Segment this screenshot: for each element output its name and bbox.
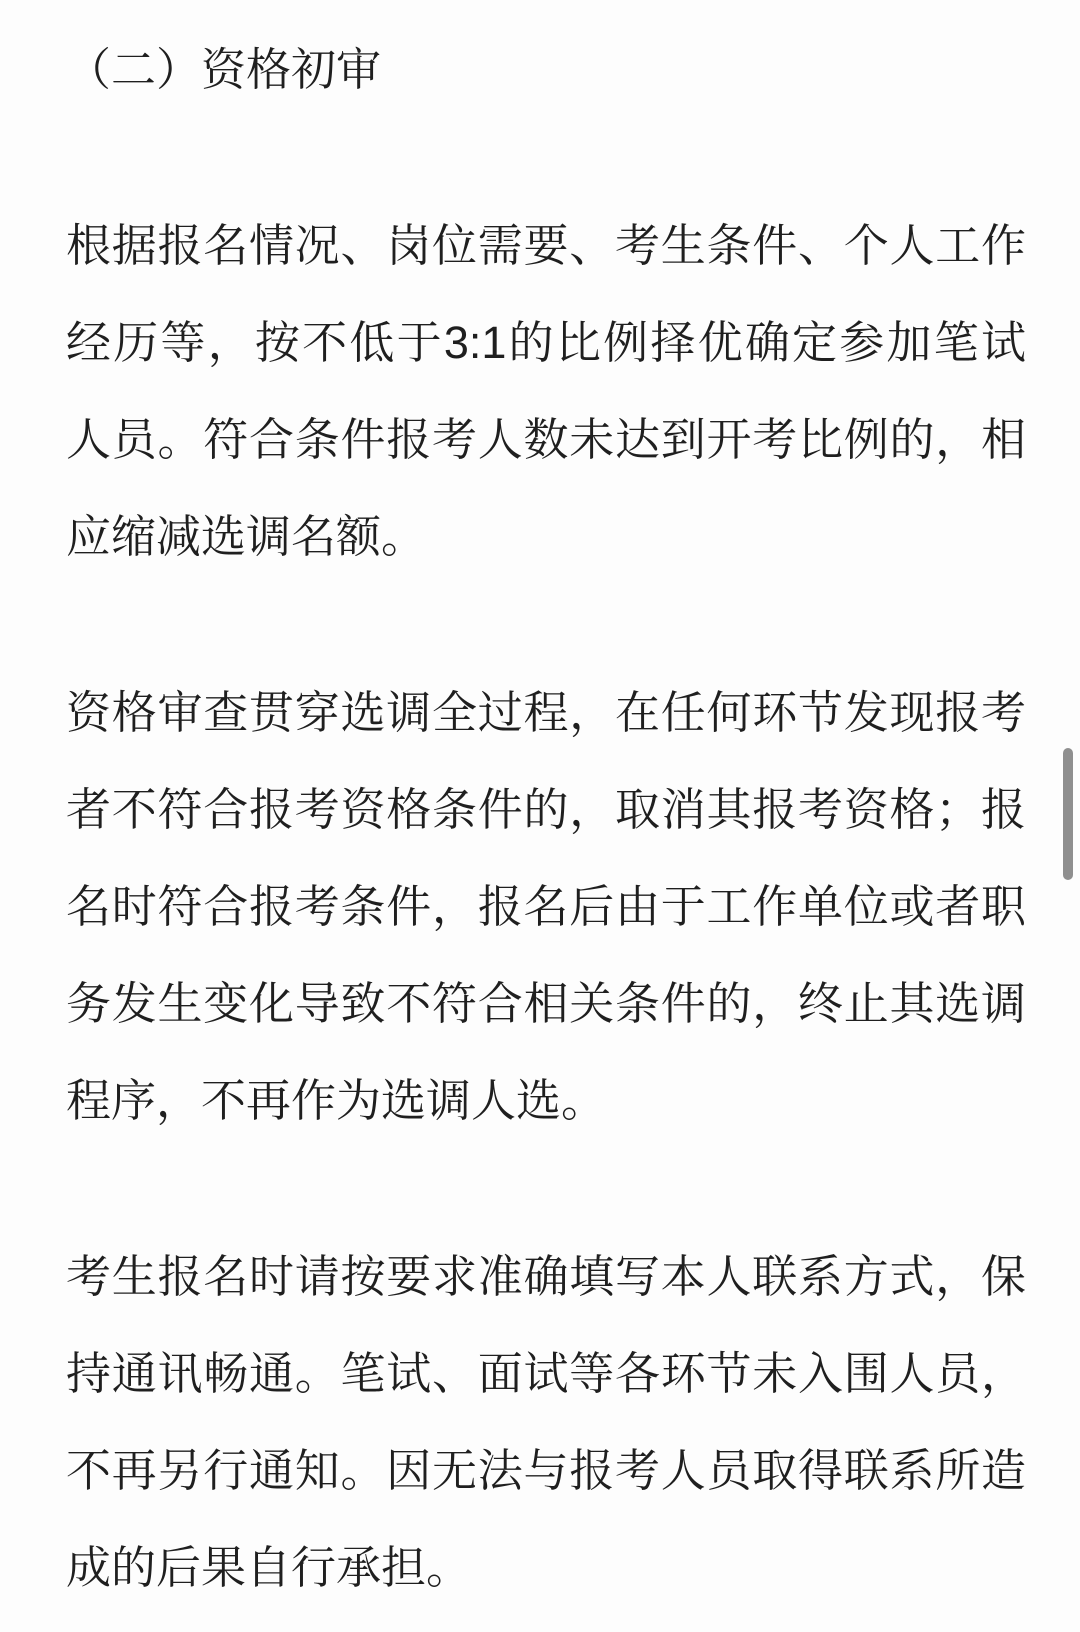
- text-line: 根据报名情况、岗位需要、考生条件、个人工作: [66, 220, 1026, 271]
- text-line: 应缩减选调名额。: [66, 511, 427, 562]
- paragraph: [66, 664, 1026, 1149]
- text-line: 程序，不再作为选调人选。: [66, 1075, 607, 1126]
- paragraph: [66, 197, 1026, 585]
- paragraph: [66, 1228, 1026, 1616]
- section-heading: （二）资格初审: [66, 44, 382, 95]
- text-line: 不再另行通知。因无法与报考人员取得联系所造: [66, 1445, 1026, 1496]
- document-body: [66, 21, 1026, 1616]
- text-line: 资格审查贯穿选调全过程，在任何环节发现报考: [66, 687, 1026, 738]
- scrollbar-thumb[interactable]: [1063, 748, 1073, 880]
- text-line: 者不符合报考资格条件的，取消其报考资格；报: [66, 784, 1026, 835]
- text-line: 务发生变化导致不符合相关条件的，终止其选调: [66, 978, 1026, 1029]
- text-line: 成的后果自行承担。: [66, 1542, 472, 1593]
- text-line: 持通讯畅通。笔试、面试等各环节未入围人员，: [66, 1348, 1026, 1399]
- text-line: 考生报名时请按要求准确填写本人联系方式，保: [66, 1251, 1026, 1302]
- text-line: 名时符合报考条件，报名后由于工作单位或者职: [66, 881, 1026, 932]
- text-line: 人员。符合条件报考人数未达到开考比例的，相: [66, 414, 1026, 465]
- text-line: 经历等，按不低于3:1的比例择优确定参加笔试: [66, 317, 1026, 368]
